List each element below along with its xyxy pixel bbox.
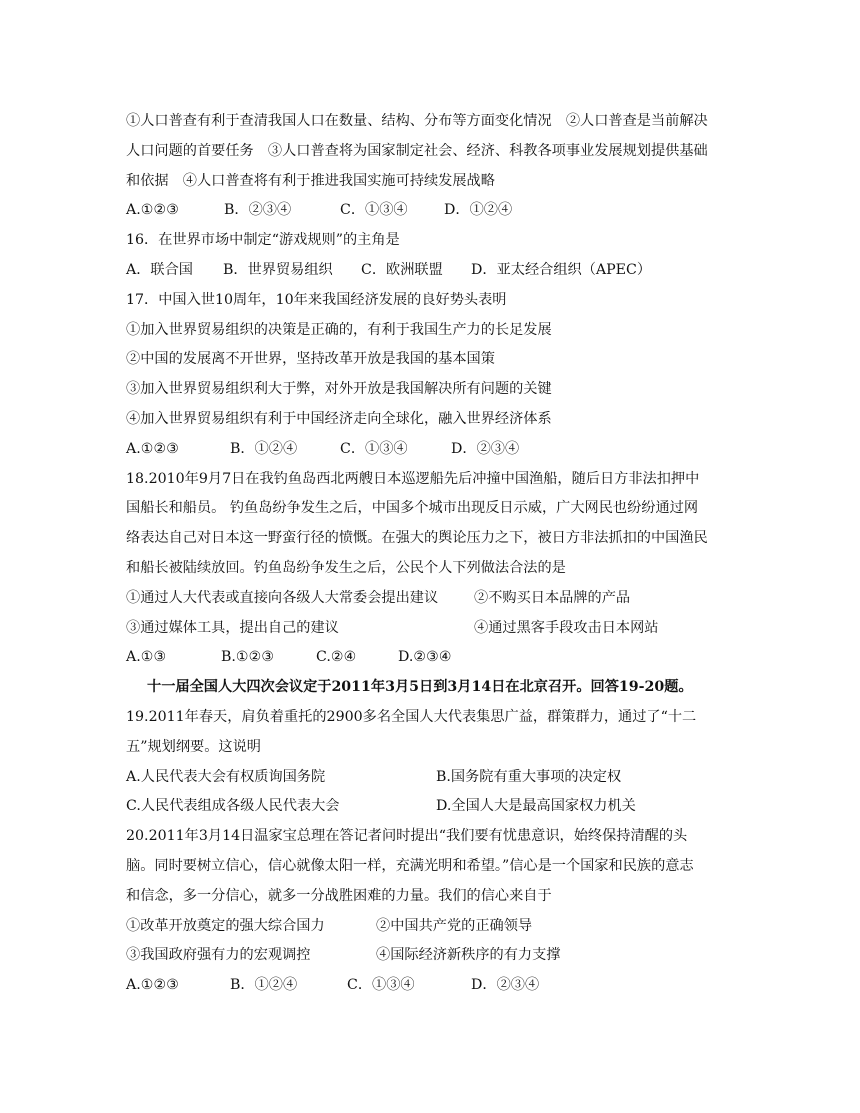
q18-option-c: C.②④ [316,649,357,666]
q20-statements-row-1 [126,912,736,942]
q20-statements-row-2 [126,941,736,971]
q20-options [126,971,736,1001]
q15-option-c: C．①③④ [340,202,408,219]
q19-option-d: D.全国人大是最高国家权力机关 [436,798,636,815]
q16-stem: 16．在世界市场中制定“游戏规则”的主角是 [126,232,400,249]
q15-statement-line-2: 人口问题的首要任务 ③人口普查将为国家制定社会、经济、科教各项事业发展规划提供基础 [126,142,708,159]
q16-options [126,256,736,286]
exam-page [126,107,736,1001]
q20-option-b: B．①②④ [230,977,298,994]
q17-options [126,435,736,465]
q16-option-a: A．联合国 [126,261,193,278]
q17-statement-1: ①加入世界贸易组织的决策是正确的，有利于我国生产力的长足发展 [126,321,552,338]
q15-option-a: A.①②③ [126,202,179,219]
q15-options [126,196,736,226]
q18-option-b: B.①②③ [221,649,275,666]
q18-option-a: A.①③ [126,649,167,666]
q20-option-c: C．①③④ [347,977,415,994]
q18-stem-line-4: 和船长被陆续放回。钓鱼岛纷争发生之后，公民个人下列做法合法的是 [126,559,566,576]
q15-option-b: B．②③④ [224,202,292,219]
q18-statement-4: ④通过黑客手段攻击日本网站 [474,619,659,636]
q16-option-d: D．亚太经合组织（APEC） [471,261,652,278]
q18-options [126,643,736,673]
q20-statement-4: ④国际经济新秩序的有力支撑 [376,947,561,964]
q18-stem-line-1: 18.2010年9月7日在我钓鱼岛西北两艘日本巡逻船先后冲撞中国渔船，随后日方非法扣押中 [126,470,700,487]
q17-statement-2: ②中国的发展离不开世界，坚持改革开放是我国的基本国策 [126,351,495,368]
section-intro: 十一届全国人大四次会议定于2011年3月5日到3月14日在北京召开。回答19-20题。 [147,679,693,696]
q20-option-a: A.①②③ [126,977,179,994]
q17-statement-3: ③加入世界贸易组织利大于弊，对外开放是我国解决所有问题的关键 [126,381,552,398]
q19-options-row-1 [126,763,736,793]
q20-statement-2: ②中国共产党的正确领导 [376,917,533,934]
q20-stem-line-3: 和信念，多一分信心，就多一分战胜困难的力量。我们的信心来自于 [126,887,552,904]
q18-option-d: D.②③④ [398,649,452,666]
q15-statement-line-1: ①人口普查有利于查清我国人口在数量、结构、分布等方面变化情况 ②人口普查是当前解决 [126,113,708,129]
q20-stem-line-1: 20.2011年3月14日温家宝总理在答记者问时提出“我们要有忧患意识，始终保持清醒的头 [126,828,688,845]
q17-stem: 17．中国入世10周年，10年来我国经济发展的良好势头表明 [126,291,507,308]
q19-option-c: C.人民代表组成各级人民代表大会 [126,798,340,815]
q16-option-c: C．欧洲联盟 [361,261,443,278]
q20-option-d: D．②③④ [471,977,540,994]
q16-option-b: B．世界贸易组织 [223,261,333,278]
q18-statement-3: ③通过媒体工具，提出自己的建议 [126,619,339,636]
q17-option-a: A.①②③ [126,440,179,457]
q18-statement-1: ①通过人大代表或直接向各级人大常委会提出建议 [126,589,439,606]
q18-stem-line-2: 国船长和船员。 钓鱼岛纷争发生之后，中国多个城市出现反日示威，广大网民也纷纷通过网 [126,500,699,517]
q18-statements-row-1 [126,584,736,614]
q17-option-c: C．①③④ [340,440,408,457]
q20-stem-line-2: 脑。同时要树立信心，信心就像太阳一样，充满光明和希望。”信心是一个国家和民族的意志 [126,857,694,874]
q18-stem-line-3: 络表达自己对日本这一野蛮行径的愤慨。在强大的舆论压力之下，被日方非法抓扣的中国渔民 [126,530,708,547]
q17-option-b: B．①②④ [230,440,298,457]
q20-statement-1: ①改革开放奠定的强大综合国力 [126,917,325,934]
q17-option-d: D．②③④ [451,440,520,457]
q20-statement-3: ③我国政府强有力的宏观调控 [126,947,311,964]
q18-statement-2: ②不购买日本品牌的产品 [474,589,631,606]
q18-statements-row-2 [126,614,736,644]
q19-stem-line-1: 19.2011年春天，肩负着重托的2900多名全国人大代表集思广益，群策群力，通过了“十二 [126,708,697,725]
q17-statement-4: ④加入世界贸易组织有利于中国经济走向全球化，融入世界经济体系 [126,410,552,427]
q15-statement-line-3: 和依据 ④人口普查将有利于推进我国实施可持续发展战略 [126,172,495,189]
q19-stem-line-2: 五”规划纲要。这说明 [126,738,261,755]
q19-options-row-2 [126,792,736,822]
q19-option-b: B.国务院有重大事项的决定权 [436,768,622,785]
q15-option-d: D．①②④ [444,202,513,219]
q19-option-a: A.人民代表大会有权质询国务院 [126,768,326,785]
